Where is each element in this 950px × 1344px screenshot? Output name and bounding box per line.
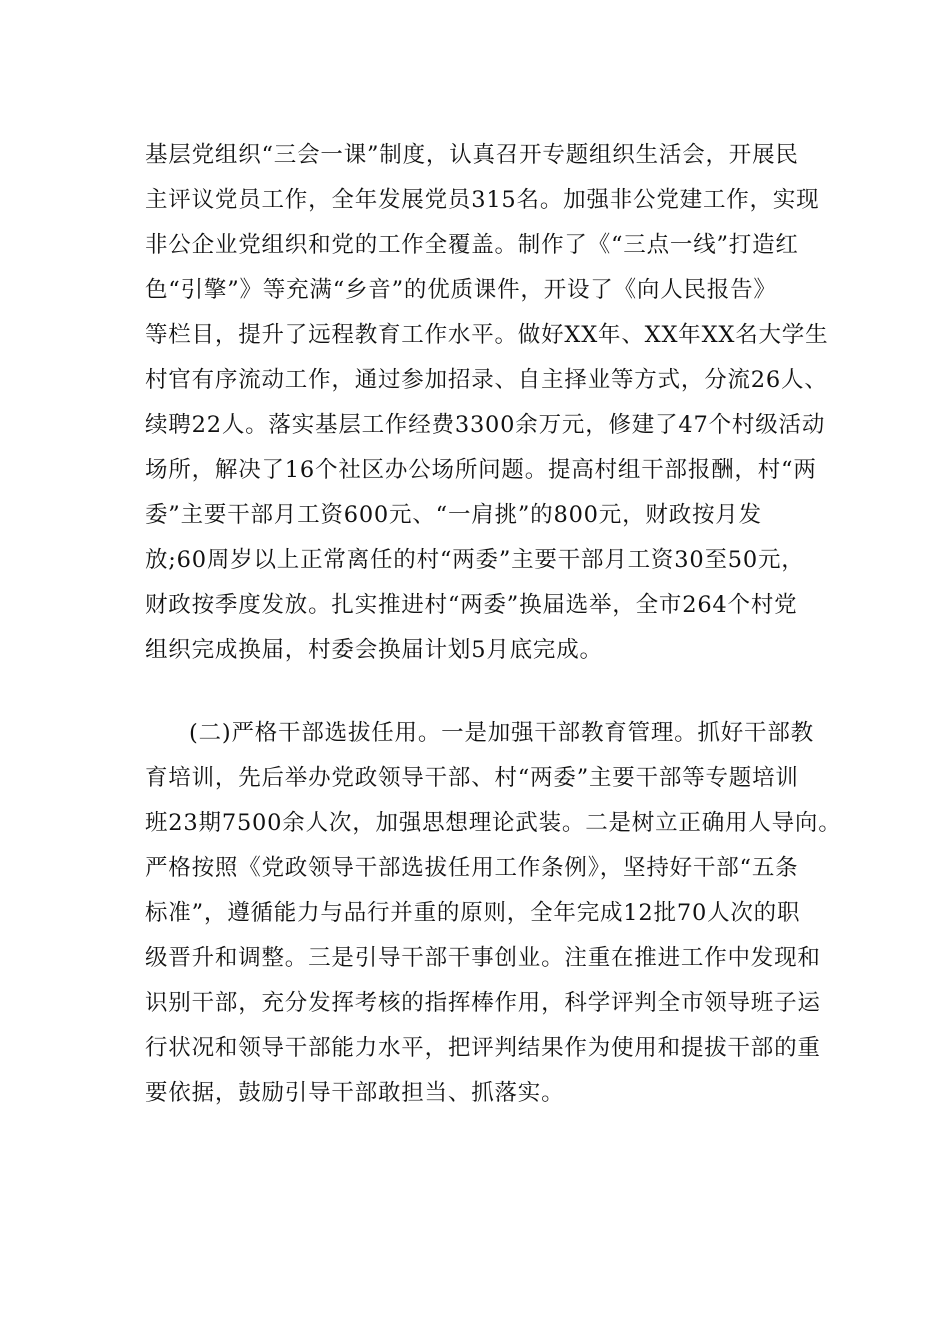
paragraph-line: 续聘22人。落实基层工作经费3300余万元，修建了47个村级活动 <box>145 412 826 438</box>
paragraph-line: 场所，解决了16个社区办公场所问题。提高村组干部报酬，村“两 <box>145 457 817 483</box>
paragraph-line: 班23期7500余人次，加强思想理论武装。二是树立正确用人导向。 <box>145 810 842 836</box>
paragraph-line: 放;60周岁以上正常离任的村“两委”主要干部月工资30至50元， <box>145 547 805 573</box>
paragraph-line: 标准”，遵循能力与品行并重的原则，全年完成12批70人次的职 <box>145 900 801 926</box>
paragraph-line: 基层党组织“三会一课”制度，认真召开专题组织生活会，开展民 <box>145 142 799 168</box>
paragraph-line: 非公企业党组织和党的工作全覆盖。制作了《“三点一线”打造红 <box>145 232 799 258</box>
paragraph-line: 主评议党员工作，全年发展党员315名。加强非公党建工作，实现 <box>145 187 820 213</box>
paragraph-line: (二)严格干部选拔任用。一是加强干部教育管理。抓好干部教 <box>189 720 814 746</box>
paragraph-line: 财政按季度发放。扎实推进村“两委”换届选举，全市264个村党 <box>145 592 798 618</box>
paragraph-line: 组织完成换届，村委会换届计划5月底完成。 <box>145 637 603 663</box>
paragraph-line: 等栏目，提升了远程教育工作水平。做好XX年、XX年XX名大学生 <box>145 322 829 348</box>
paragraph-line: 行状况和领导干部能力水平，把评判结果作为使用和提拔干部的重 <box>145 1035 821 1061</box>
paragraph-line: 级晋升和调整。三是引导干部干事创业。注重在推进工作中发现和 <box>145 945 821 971</box>
paragraph-line: 育培训，先后举办党政领导干部、村“两委”主要干部等专题培训 <box>145 765 799 791</box>
paragraph-line: 要依据，鼓励引导干部敢担当、抓落实。 <box>145 1080 565 1106</box>
paragraph-line: 严格按照《党政领导干部选拔任用工作条例》，坚持好干部“五条 <box>145 855 799 881</box>
paragraph-line: 色“引擎”》等充满“乡音”的优质课件，开设了《向人民报告》 <box>145 277 777 303</box>
paragraph-line: 委”主要干部月工资600元、“一肩挑”的800元，财政按月发 <box>145 502 762 528</box>
paragraph-line: 识别干部，充分发挥考核的指挥棒作用，科学评判全市领导班子运 <box>145 990 821 1016</box>
paragraph-line: 村官有序流动工作，通过参加招录、自主择业等方式，分流26人、 <box>145 367 828 393</box>
